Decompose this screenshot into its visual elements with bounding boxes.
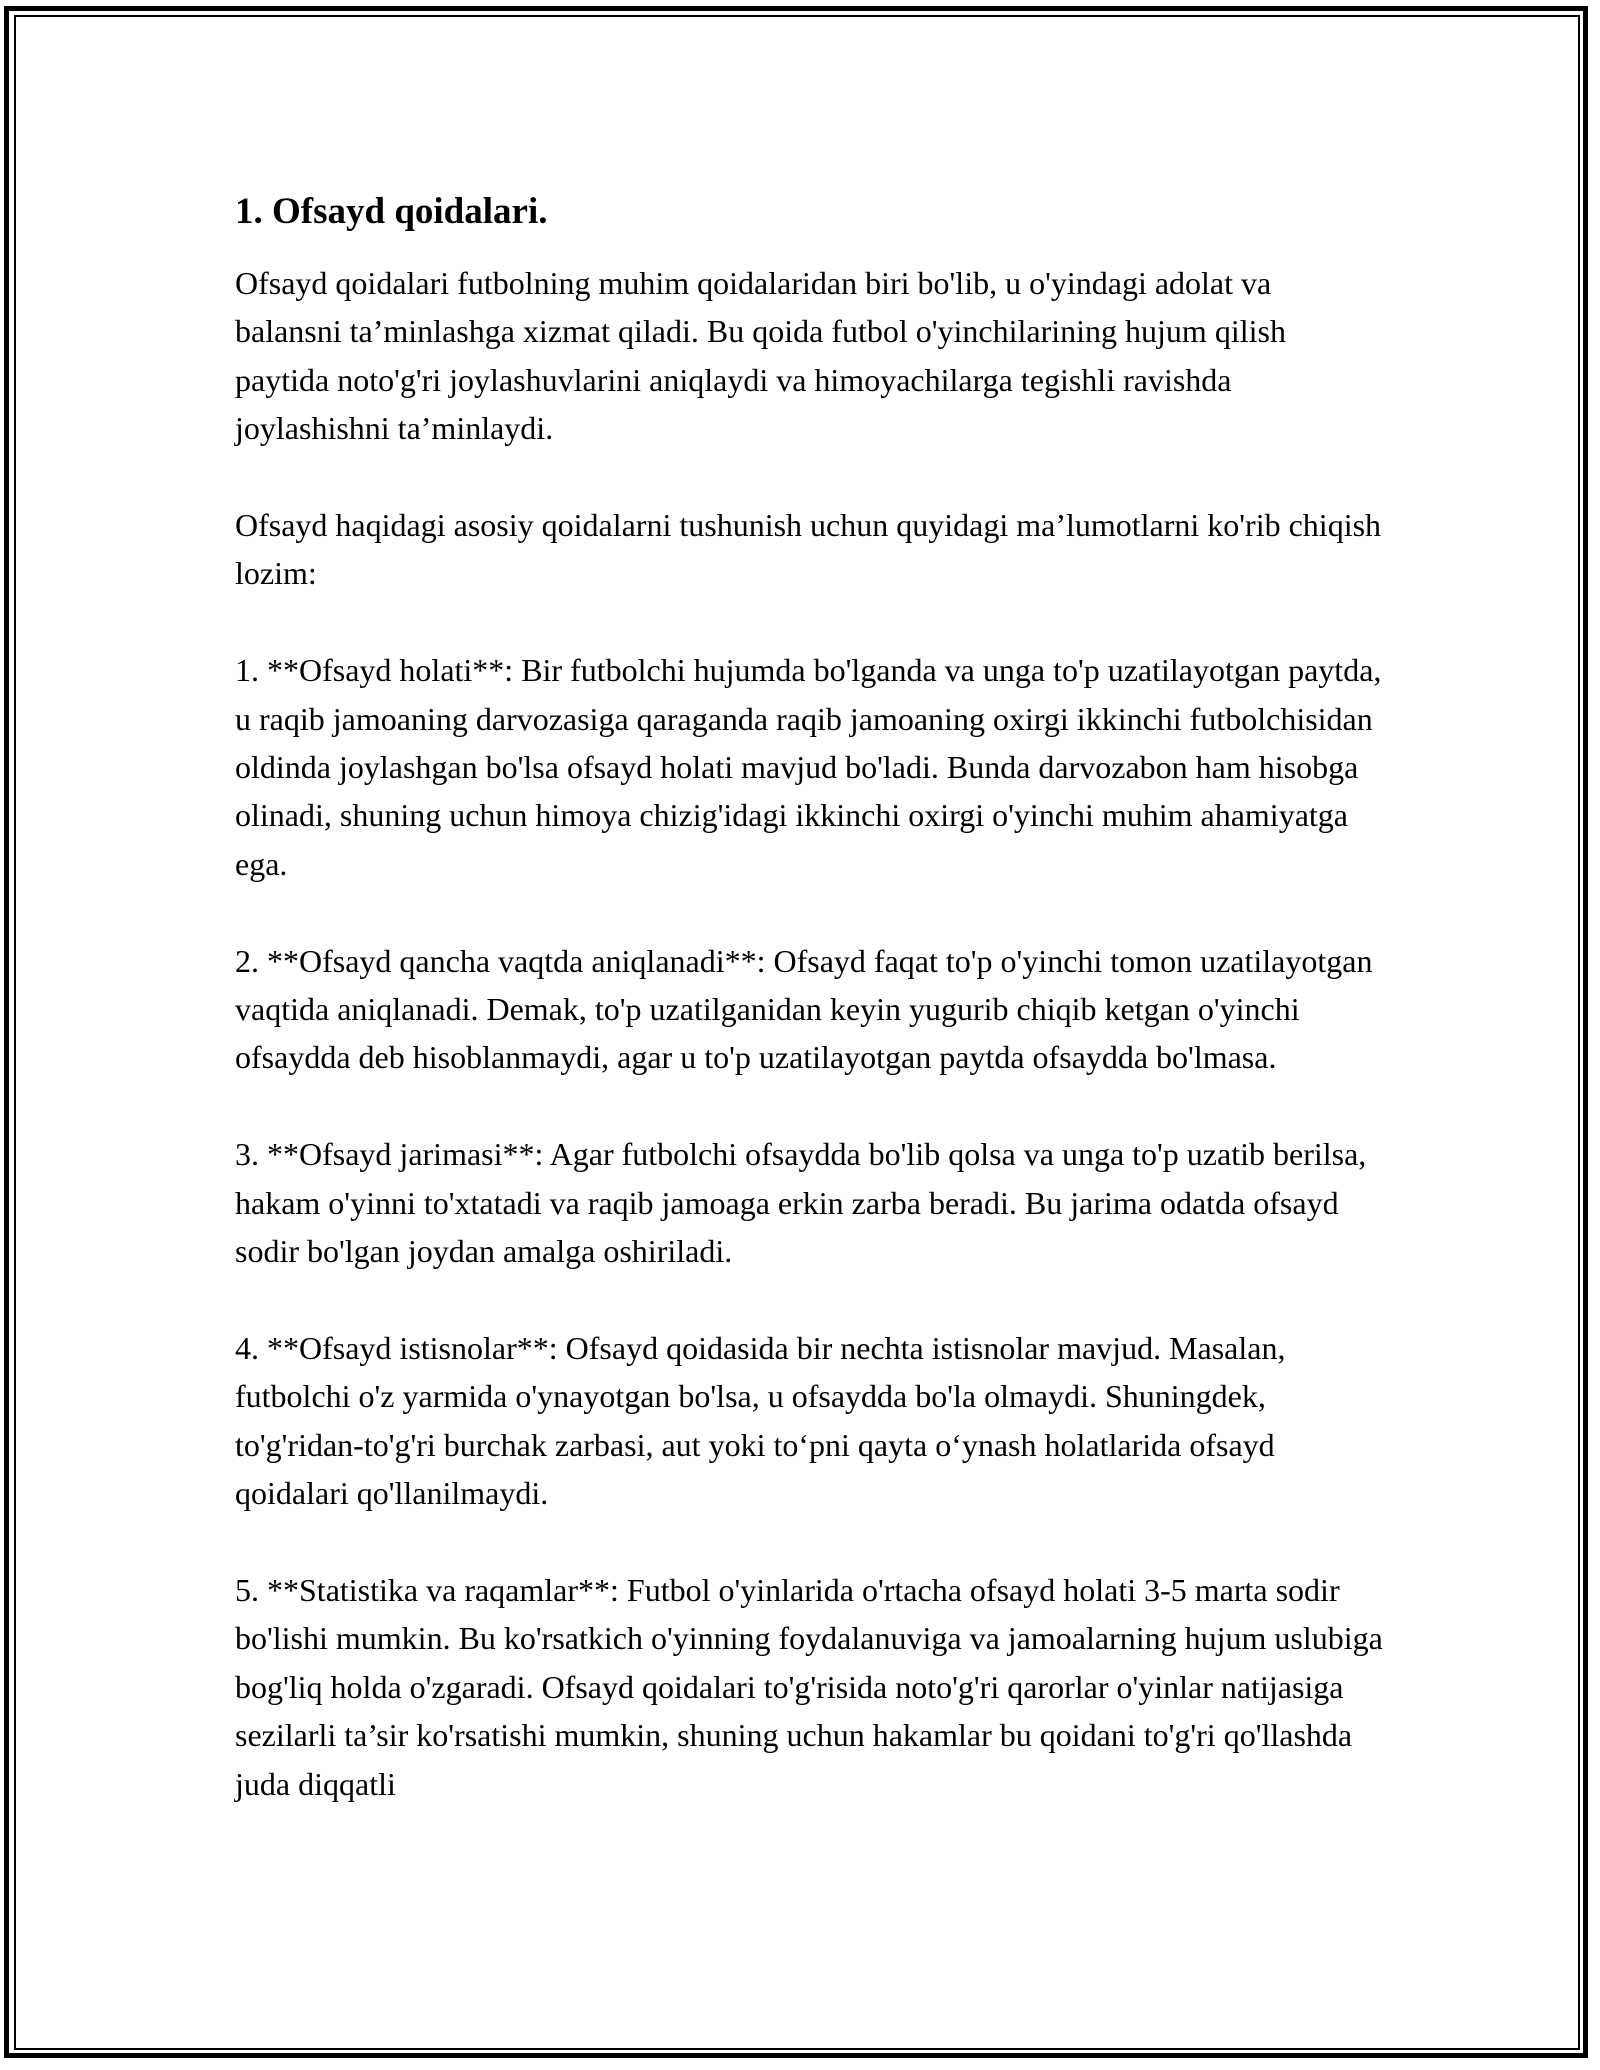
paragraph-offside-penalty: 3. **Ofsayd jarimasi**: Agar futbolchi ofsaydda bo'lib qolsa va unga to'p uzatib berilsa, hakam o'yinni to'xtatadi va raqib jamoaga erkin zarba beradi. Bu jarima odatda ofsayd sodir bo'lgan joydan amalga oshiriladi. bbox=[235, 1136, 1367, 1270]
paragraph-offside-position: 1. **Ofsayd holati**: Bir futbolchi hujumda bo'lganda va unga to'p uzatilayotgan paytda, u raqib jamoaning darvozasiga qaraganda raqib jamoaning oxirgi ikkinchi futbolchisidan oldinda joylashgan bo'lsa ofsayd holati mavjud bo'ladi. Bunda darvozabon ham hisobga olinadi, shuning uchun himoya chizig'idagi ikkinchi oxirgi o'yinchi muhim ahamiyatga ega. bbox=[235, 652, 1382, 882]
paragraph-offside-timing: 2. **Ofsayd qancha vaqtda aniqlanadi**: Ofsayd faqat to'p o'yinchi tomon uzatilayotgan vaqtida aniqlanadi. Demak, to'p uzatilganidan keyin yugurib chiqib ketgan o'yinchi ofsaydda deb hisoblanmaydi, agar u to'p uzatilayotgan paytda ofsaydda bo'lmasa. bbox=[235, 942, 1373, 1076]
paragraph-intro: Ofsayd qoidalari futbolning muhim qoidalaridan biri bo'lib, u o'yindagi adolat va balansni ta’minlashga xizmat qiladi. Bu qoida futbol o'yinchilarining hujum qilish paytida noto'g'ri joylashuvlarini aniqlaydi va himoyachilarga tegishli ravishda joylashishni ta’minlaydi. bbox=[235, 265, 1286, 447]
paragraph-lead-in: Ofsayd haqidagi asosiy qoidalarni tushunish uchun quyidagi ma’lumotlarni ko'rib chiqish lozim: bbox=[235, 507, 1382, 592]
paragraph-offside-exceptions: 4. **Ofsayd istisnolar**: Ofsayd qoidasida bir nechta istisnolar mavjud. Masalan, futbolchi o'z yarmida o'ynayotgan bo'lsa, u ofsaydda bo'la olmaydi. Shuningdek, to'g'ridan-to'g'ri burchak zarbasi, aut yoki to‘pni qayta o‘ynash holatlarida ofsayd qoidalari qo'llanilmaydi. bbox=[235, 1329, 1286, 1512]
paragraph-statistics: 5. **Statistika va raqamlar**: Futbol o'yinlarida o'rtacha ofsayd holati 3-5 marta sodir bo'lishi mumkin. Bu ko'rsatkich o'yinning foydalanuviga va jamoalarning hujum uslubiga bog'liq holda o'zgaradi. Ofsayd qoidalari to'g'risida noto'g'ri qarorlar o'yinlar natijasiga sezilarli ta’sir ko'rsatishi mumkin, shuning uchun hakamlar bu qoidani to'g'ri qo'llashda juda diqqatli bbox=[235, 1571, 1383, 1802]
document-body bbox=[235, 188, 1385, 1808]
section-heading: 1. Ofsayd qoidalari. bbox=[235, 191, 548, 232]
